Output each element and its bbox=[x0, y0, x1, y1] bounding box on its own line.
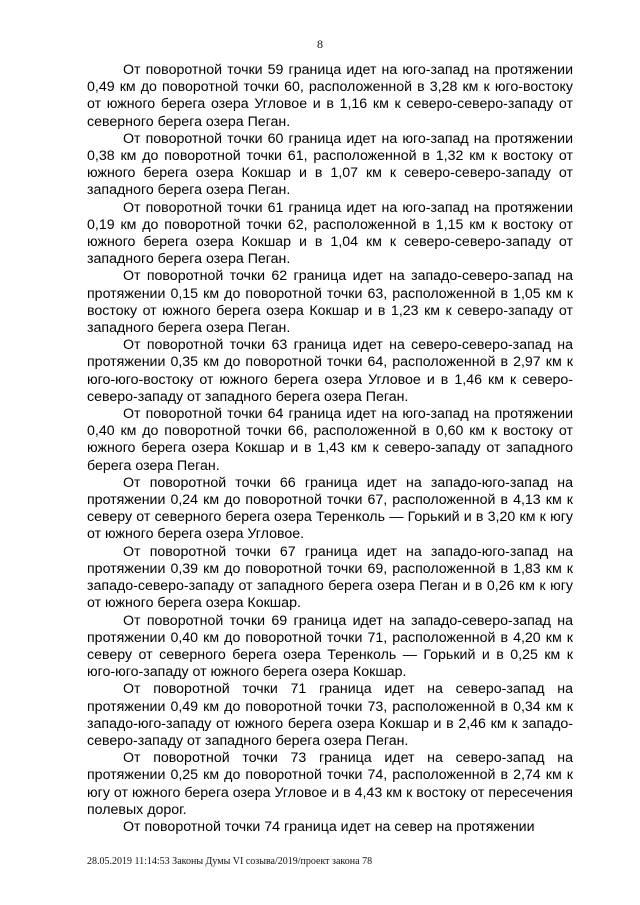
paragraph: От поворотной точки 67 граница идет на западо-юго-запад на протяжении 0,39 км до поворотной точки 69, расположенной в 1,83 км к западо-северо-западу от западного берега озера Пеган и в 0,26 км к югу от южного берега озера Кокшар. bbox=[87, 543, 573, 612]
paragraph: От поворотной точки 63 граница идет на северо-северо-запад на протяжении 0,35 км до поворотной точки 64, расположенной в 2,97 км к юго-юго-востоку от южного берега озера Угловое и в 1,46 км к северо-северо-западу от западного берега озера Пеган. bbox=[87, 337, 573, 405]
paragraph: От поворотной точки 64 граница идет на юго-запад на протяжении 0,40 км до поворотной точки 66, расположенной в 0,60 км к востоку от южного берега озера Кокшар и в 1,43 км к северо-западу от западного берега озера Пеган. bbox=[87, 406, 573, 474]
paragraph: От поворотной точки 71 граница идет на северо-запад на протяжении 0,49 км до поворотной точки 73, расположенной в 0,34 км к западо-юго-западу от южного берега озера Кокшар и в 2,46 км к западо-северо-западу от западного берега озера Пеган. bbox=[87, 681, 573, 749]
document-body bbox=[87, 62, 573, 836]
paragraph: От поворотной точки 60 граница идет на юго-запад на протяжении 0,38 км до поворотной точки 61, расположенной в 1,32 км к востоку от южного берега озера Кокшар и в 1,07 км к северо-северо-западу от западного берега озера Пеган. bbox=[87, 130, 573, 199]
paragraph: От поворотной точки 74 граница идет на север на протяжении bbox=[123, 818, 535, 835]
paragraph: От поворотной точки 59 граница идет на юго-запад на протяжении 0,49 км до поворотной точки 60, расположенной в 3,28 км к юго-востоку от южного берега озера Угловое и в 1,16 км к северо-северо-западу от северного берега озера Пеган. bbox=[87, 62, 573, 130]
page-number: 8 bbox=[317, 37, 323, 51]
paragraph: От поворотной точки 73 граница идет на северо-запад на протяжении 0,25 км до поворотной точки 74, расположенной в 2,74 км к югу от южного берега озера Угловое и в 4,43 км к востоку от пересечения полевых дорог. bbox=[87, 750, 573, 818]
paragraph: От поворотной точки 66 граница идет на западо-юго-запад на протяжении 0,24 км до поворотной точки 67, расположенной в 4,13 км к северу от северного берега озера Теренколь — Горький и в 3,20 км к югу от южного берега озера Угловое. bbox=[87, 474, 573, 543]
paragraph: От поворотной точки 61 граница идет на юго-запад на протяжении 0,19 км до поворотной точки 62, расположенной в 1,15 км к востоку от южного берега озера Кокшар и в 1,04 км к северо-северо-западу от западного берега озера Пеган. bbox=[87, 199, 573, 268]
document-footer: 28.05.2019 11:14:53 Законы Думы VI созыва/2019/проект закона 78 bbox=[87, 856, 373, 867]
paragraph: От поворотной точки 62 граница идет на западо-северо-запад на протяжении 0,15 км до поворотной точки 63, расположенной в 1,05 км к востоку от южного берега озера Кокшар и в 1,23 км к северо-западу от западного берега озера Пеган. bbox=[87, 268, 573, 337]
paragraph: От поворотной точки 69 граница идет на западо-северо-запад на протяжении 0,40 км до поворотной точки 71, расположенной в 4,20 км к северу от северного берега озера Теренколь — Горький и в 0,25 км к юго-юго-западу от южного берега озера Кокшар. bbox=[87, 612, 573, 681]
